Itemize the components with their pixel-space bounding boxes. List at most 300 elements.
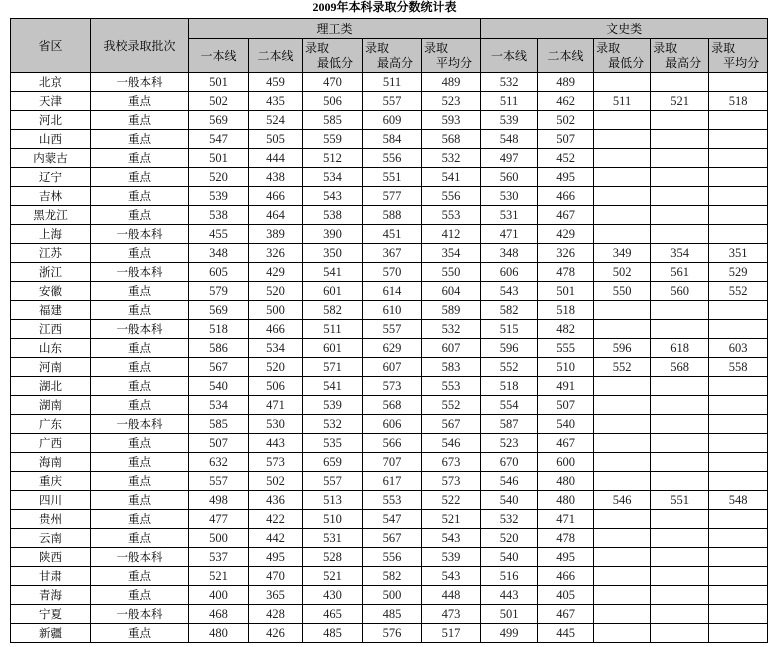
arts-tier1-line-cell: 552 bbox=[481, 358, 538, 377]
arts-tier1-line-cell: 546 bbox=[481, 472, 538, 491]
science-tier1-line-cell: 455 bbox=[189, 225, 249, 244]
arts-avg-score-cell bbox=[709, 548, 768, 567]
arts-max-score-cell: 560 bbox=[651, 282, 709, 301]
arts-tier1-line-cell: 540 bbox=[481, 491, 538, 510]
table-row bbox=[11, 187, 768, 206]
arts-tier2-line-cell: 495 bbox=[538, 168, 594, 187]
science-max-score-cell: 557 bbox=[363, 92, 422, 111]
science-tier1-line-cell: 632 bbox=[189, 453, 249, 472]
science-tier2-line-cell: 459 bbox=[249, 73, 303, 92]
arts-min-score-cell bbox=[594, 130, 651, 149]
arts-tier2-line-cell: 471 bbox=[538, 510, 594, 529]
arts-max-score-cell: 354 bbox=[651, 244, 709, 263]
batch-cell: 重点 bbox=[91, 92, 189, 111]
arts-avg-score-cell bbox=[709, 206, 768, 225]
science-min-score-cell: 510 bbox=[303, 510, 363, 529]
arts-max-score-cell bbox=[651, 548, 709, 567]
batch-cell: 重点 bbox=[91, 624, 189, 643]
science-max-score-cell: 606 bbox=[363, 415, 422, 434]
arts-max-score-cell bbox=[651, 396, 709, 415]
science-min-score-cell: 465 bbox=[303, 605, 363, 624]
arts-tier2-line-cell: 480 bbox=[538, 472, 594, 491]
arts-min-score-cell: 596 bbox=[594, 339, 651, 358]
arts-avg-score-cell bbox=[709, 187, 768, 206]
arts-tier2-line-cell: 510 bbox=[538, 358, 594, 377]
arts-max-score-cell bbox=[651, 225, 709, 244]
arts-min-score-cell bbox=[594, 529, 651, 548]
arts-tier2-line-cell: 478 bbox=[538, 529, 594, 548]
arts-max-score-cell bbox=[651, 434, 709, 453]
table-row bbox=[11, 586, 768, 605]
batch-cell: 重点 bbox=[91, 282, 189, 301]
arts-tier1-line-cell: 501 bbox=[481, 605, 538, 624]
science-tier1-line-cell: 569 bbox=[189, 301, 249, 320]
science-max-score-cell: 629 bbox=[363, 339, 422, 358]
arts-avg-score-cell bbox=[709, 453, 768, 472]
science-tier2-line-cell: 495 bbox=[249, 548, 303, 567]
arts-tier1-line-cell: 560 bbox=[481, 168, 538, 187]
arts-tier2-line-cell: 452 bbox=[538, 149, 594, 168]
header-arts-max-score: 录取 最高分 bbox=[651, 39, 709, 73]
science-min-score-cell: 571 bbox=[303, 358, 363, 377]
science-avg-score-cell: 523 bbox=[422, 92, 481, 111]
arts-tier1-line-cell: 471 bbox=[481, 225, 538, 244]
science-tier2-line-cell: 464 bbox=[249, 206, 303, 225]
table-row bbox=[11, 548, 768, 567]
arts-min-score-cell: 502 bbox=[594, 263, 651, 282]
header-science-max-score: 录取 最高分 bbox=[363, 39, 422, 73]
table-row bbox=[11, 92, 768, 111]
arts-min-score-cell bbox=[594, 396, 651, 415]
province-cell: 青海 bbox=[11, 586, 91, 605]
science-tier2-line-cell: 429 bbox=[249, 263, 303, 282]
batch-cell: 一般本科 bbox=[91, 415, 189, 434]
science-avg-score-cell: 543 bbox=[422, 529, 481, 548]
arts-avg-score-cell bbox=[709, 472, 768, 491]
science-min-score-cell: 601 bbox=[303, 339, 363, 358]
province-cell: 辽宁 bbox=[11, 168, 91, 187]
science-min-score-cell: 601 bbox=[303, 282, 363, 301]
science-min-score-cell: 513 bbox=[303, 491, 363, 510]
arts-max-score-cell: 561 bbox=[651, 263, 709, 282]
science-tier1-line-cell: 540 bbox=[189, 377, 249, 396]
arts-min-score-cell bbox=[594, 434, 651, 453]
science-tier2-line-cell: 444 bbox=[249, 149, 303, 168]
arts-tier1-line-cell: 499 bbox=[481, 624, 538, 643]
science-max-score-cell: 451 bbox=[363, 225, 422, 244]
arts-tier1-line-cell: 543 bbox=[481, 282, 538, 301]
province-cell: 广东 bbox=[11, 415, 91, 434]
science-max-score-cell: 584 bbox=[363, 130, 422, 149]
arts-max-score-cell bbox=[651, 586, 709, 605]
arts-tier2-line-cell: 555 bbox=[538, 339, 594, 358]
arts-tier2-line-cell: 502 bbox=[538, 111, 594, 130]
arts-tier1-line-cell: 532 bbox=[481, 73, 538, 92]
science-avg-score-cell: 583 bbox=[422, 358, 481, 377]
science-tier2-line-cell: 520 bbox=[249, 282, 303, 301]
province-cell: 江苏 bbox=[11, 244, 91, 263]
batch-cell: 重点 bbox=[91, 301, 189, 320]
table-row bbox=[11, 225, 768, 244]
arts-tier1-line-cell: 518 bbox=[481, 377, 538, 396]
science-tier2-line-cell: 365 bbox=[249, 586, 303, 605]
arts-max-score-cell bbox=[651, 130, 709, 149]
science-tier2-line-cell: 435 bbox=[249, 92, 303, 111]
batch-cell: 重点 bbox=[91, 567, 189, 586]
science-tier1-line-cell: 502 bbox=[189, 92, 249, 111]
science-tier2-line-cell: 422 bbox=[249, 510, 303, 529]
batch-cell: 重点 bbox=[91, 130, 189, 149]
science-avg-score-cell: 589 bbox=[422, 301, 481, 320]
arts-tier2-line-cell: 326 bbox=[538, 244, 594, 263]
science-tier1-line-cell: 400 bbox=[189, 586, 249, 605]
arts-avg-score-cell bbox=[709, 586, 768, 605]
science-min-score-cell: 470 bbox=[303, 73, 363, 92]
science-max-score-cell: 551 bbox=[363, 168, 422, 187]
arts-tier1-line-cell: 348 bbox=[481, 244, 538, 263]
header-arts-tier1-line: 一本线 bbox=[481, 39, 538, 73]
arts-min-score-cell bbox=[594, 377, 651, 396]
science-max-score-cell: 707 bbox=[363, 453, 422, 472]
header-arts-min-score: 录取 最低分 bbox=[594, 39, 651, 73]
science-min-score-cell: 534 bbox=[303, 168, 363, 187]
batch-cell: 重点 bbox=[91, 339, 189, 358]
science-avg-score-cell: 412 bbox=[422, 225, 481, 244]
arts-tier2-line-cell: 467 bbox=[538, 605, 594, 624]
science-avg-score-cell: 673 bbox=[422, 453, 481, 472]
science-tier2-line-cell: 500 bbox=[249, 301, 303, 320]
science-tier2-line-cell: 524 bbox=[249, 111, 303, 130]
arts-tier1-line-cell: 511 bbox=[481, 92, 538, 111]
science-tier1-line-cell: 538 bbox=[189, 206, 249, 225]
province-cell: 山东 bbox=[11, 339, 91, 358]
science-avg-score-cell: 354 bbox=[422, 244, 481, 263]
arts-tier2-line-cell: 467 bbox=[538, 434, 594, 453]
batch-cell: 一般本科 bbox=[91, 320, 189, 339]
header-science: 理工类 bbox=[189, 19, 481, 39]
arts-avg-score-cell bbox=[709, 624, 768, 643]
arts-tier2-line-cell: 491 bbox=[538, 377, 594, 396]
arts-min-score-cell bbox=[594, 472, 651, 491]
arts-min-score-cell: 546 bbox=[594, 491, 651, 510]
science-max-score-cell: 500 bbox=[363, 586, 422, 605]
arts-avg-score-cell: 603 bbox=[709, 339, 768, 358]
arts-tier1-line-cell: 554 bbox=[481, 396, 538, 415]
arts-max-score-cell bbox=[651, 510, 709, 529]
science-tier1-line-cell: 605 bbox=[189, 263, 249, 282]
province-cell: 宁夏 bbox=[11, 605, 91, 624]
science-tier1-line-cell: 547 bbox=[189, 130, 249, 149]
science-avg-score-cell: 448 bbox=[422, 586, 481, 605]
province-cell: 北京 bbox=[11, 73, 91, 92]
science-tier1-line-cell: 501 bbox=[189, 73, 249, 92]
batch-cell: 重点 bbox=[91, 358, 189, 377]
arts-avg-score-cell bbox=[709, 130, 768, 149]
batch-cell: 重点 bbox=[91, 434, 189, 453]
science-tier1-line-cell: 539 bbox=[189, 187, 249, 206]
batch-cell: 重点 bbox=[91, 453, 189, 472]
table-row bbox=[11, 434, 768, 453]
science-tier2-line-cell: 530 bbox=[249, 415, 303, 434]
arts-max-score-cell bbox=[651, 206, 709, 225]
arts-tier1-line-cell: 523 bbox=[481, 434, 538, 453]
arts-avg-score-cell bbox=[709, 377, 768, 396]
header-science-tier1-line: 一本线 bbox=[189, 39, 249, 73]
science-min-score-cell: 539 bbox=[303, 396, 363, 415]
arts-min-score-cell bbox=[594, 605, 651, 624]
table-row bbox=[11, 301, 768, 320]
arts-max-score-cell: 618 bbox=[651, 339, 709, 358]
batch-cell: 重点 bbox=[91, 377, 189, 396]
science-max-score-cell: 557 bbox=[363, 320, 422, 339]
arts-min-score-cell bbox=[594, 453, 651, 472]
header-science-tier2-line: 二本线 bbox=[249, 39, 303, 73]
arts-avg-score-cell bbox=[709, 529, 768, 548]
arts-tier1-line-cell: 531 bbox=[481, 206, 538, 225]
science-tier1-line-cell: 520 bbox=[189, 168, 249, 187]
science-min-score-cell: 521 bbox=[303, 567, 363, 586]
arts-tier1-line-cell: 582 bbox=[481, 301, 538, 320]
science-tier1-line-cell: 585 bbox=[189, 415, 249, 434]
science-min-score-cell: 559 bbox=[303, 130, 363, 149]
science-avg-score-cell: 532 bbox=[422, 149, 481, 168]
table-title: 2009年本科录取分数统计表 bbox=[312, 0, 457, 14]
science-min-score-cell: 512 bbox=[303, 149, 363, 168]
science-avg-score-cell: 550 bbox=[422, 263, 481, 282]
science-tier2-line-cell: 466 bbox=[249, 320, 303, 339]
table-row bbox=[11, 320, 768, 339]
science-avg-score-cell: 539 bbox=[422, 548, 481, 567]
province-cell: 山西 bbox=[11, 130, 91, 149]
arts-tier2-line-cell: 507 bbox=[538, 130, 594, 149]
science-max-score-cell: 485 bbox=[363, 605, 422, 624]
science-tier2-line-cell: 436 bbox=[249, 491, 303, 510]
province-cell: 贵州 bbox=[11, 510, 91, 529]
arts-tier2-line-cell: 482 bbox=[538, 320, 594, 339]
science-tier1-line-cell: 500 bbox=[189, 529, 249, 548]
arts-avg-score-cell bbox=[709, 301, 768, 320]
batch-cell: 重点 bbox=[91, 472, 189, 491]
arts-tier2-line-cell: 405 bbox=[538, 586, 594, 605]
science-tier2-line-cell: 534 bbox=[249, 339, 303, 358]
science-avg-score-cell: 543 bbox=[422, 567, 481, 586]
arts-tier2-line-cell: 466 bbox=[538, 567, 594, 586]
science-max-score-cell: 610 bbox=[363, 301, 422, 320]
science-min-score-cell: 659 bbox=[303, 453, 363, 472]
arts-max-score-cell bbox=[651, 149, 709, 168]
science-max-score-cell: 617 bbox=[363, 472, 422, 491]
province-cell: 广西 bbox=[11, 434, 91, 453]
science-max-score-cell: 556 bbox=[363, 548, 422, 567]
arts-max-score-cell bbox=[651, 529, 709, 548]
science-avg-score-cell: 517 bbox=[422, 624, 481, 643]
arts-min-score-cell bbox=[594, 225, 651, 244]
arts-min-score-cell bbox=[594, 624, 651, 643]
science-avg-score-cell: 473 bbox=[422, 605, 481, 624]
arts-min-score-cell bbox=[594, 149, 651, 168]
table-row bbox=[11, 130, 768, 149]
admission-scores-table bbox=[10, 18, 768, 643]
science-min-score-cell: 541 bbox=[303, 377, 363, 396]
science-tier2-line-cell: 520 bbox=[249, 358, 303, 377]
batch-cell: 重点 bbox=[91, 206, 189, 225]
arts-avg-score-cell bbox=[709, 320, 768, 339]
province-cell: 四川 bbox=[11, 491, 91, 510]
science-avg-score-cell: 593 bbox=[422, 111, 481, 130]
science-min-score-cell: 528 bbox=[303, 548, 363, 567]
header-province: 省区 bbox=[11, 19, 91, 73]
science-tier2-line-cell: 573 bbox=[249, 453, 303, 472]
arts-max-score-cell bbox=[651, 111, 709, 130]
arts-tier1-line-cell: 497 bbox=[481, 149, 538, 168]
science-max-score-cell: 566 bbox=[363, 434, 422, 453]
science-min-score-cell: 430 bbox=[303, 586, 363, 605]
province-cell: 湖北 bbox=[11, 377, 91, 396]
province-cell: 河南 bbox=[11, 358, 91, 377]
science-max-score-cell: 614 bbox=[363, 282, 422, 301]
arts-tier2-line-cell: 507 bbox=[538, 396, 594, 415]
table-row bbox=[11, 624, 768, 643]
table-row bbox=[11, 605, 768, 624]
arts-tier2-line-cell: 600 bbox=[538, 453, 594, 472]
batch-cell: 重点 bbox=[91, 396, 189, 415]
table-row bbox=[11, 415, 768, 434]
arts-max-score-cell bbox=[651, 472, 709, 491]
arts-avg-score-cell: 558 bbox=[709, 358, 768, 377]
science-max-score-cell: 573 bbox=[363, 377, 422, 396]
province-cell: 黑龙江 bbox=[11, 206, 91, 225]
table-row bbox=[11, 358, 768, 377]
province-cell: 湖南 bbox=[11, 396, 91, 415]
table-row bbox=[11, 149, 768, 168]
batch-cell: 重点 bbox=[91, 510, 189, 529]
science-tier1-line-cell: 518 bbox=[189, 320, 249, 339]
science-tier2-line-cell: 442 bbox=[249, 529, 303, 548]
table-row bbox=[11, 168, 768, 187]
science-avg-score-cell: 489 bbox=[422, 73, 481, 92]
arts-tier1-line-cell: 539 bbox=[481, 111, 538, 130]
arts-avg-score-cell bbox=[709, 510, 768, 529]
science-min-score-cell: 541 bbox=[303, 263, 363, 282]
science-max-score-cell: 576 bbox=[363, 624, 422, 643]
arts-avg-score-cell bbox=[709, 434, 768, 453]
province-cell: 福建 bbox=[11, 301, 91, 320]
table-row bbox=[11, 529, 768, 548]
science-avg-score-cell: 546 bbox=[422, 434, 481, 453]
arts-tier1-line-cell: 670 bbox=[481, 453, 538, 472]
arts-tier2-line-cell: 445 bbox=[538, 624, 594, 643]
batch-cell: 一般本科 bbox=[91, 605, 189, 624]
science-tier1-line-cell: 348 bbox=[189, 244, 249, 263]
arts-min-score-cell bbox=[594, 301, 651, 320]
batch-cell: 一般本科 bbox=[91, 548, 189, 567]
science-avg-score-cell: 521 bbox=[422, 510, 481, 529]
science-avg-score-cell: 568 bbox=[422, 130, 481, 149]
science-min-score-cell: 538 bbox=[303, 206, 363, 225]
header-batch: 我校录取批次 bbox=[91, 19, 189, 73]
arts-min-score-cell bbox=[594, 415, 651, 434]
science-tier1-line-cell: 501 bbox=[189, 149, 249, 168]
arts-max-score-cell bbox=[651, 453, 709, 472]
arts-tier1-line-cell: 540 bbox=[481, 548, 538, 567]
arts-max-score-cell: 551 bbox=[651, 491, 709, 510]
table-row bbox=[11, 73, 768, 92]
science-max-score-cell: 577 bbox=[363, 187, 422, 206]
table-row bbox=[11, 111, 768, 130]
arts-max-score-cell: 521 bbox=[651, 92, 709, 111]
header-arts-tier2-line: 二本线 bbox=[538, 39, 594, 73]
science-avg-score-cell: 573 bbox=[422, 472, 481, 491]
arts-avg-score-cell bbox=[709, 168, 768, 187]
science-tier1-line-cell: 521 bbox=[189, 567, 249, 586]
arts-min-score-cell bbox=[594, 206, 651, 225]
science-tier2-line-cell: 389 bbox=[249, 225, 303, 244]
batch-cell: 重点 bbox=[91, 244, 189, 263]
province-cell: 陕西 bbox=[11, 548, 91, 567]
science-avg-score-cell: 604 bbox=[422, 282, 481, 301]
table-row bbox=[11, 377, 768, 396]
table-row bbox=[11, 567, 768, 586]
science-max-score-cell: 367 bbox=[363, 244, 422, 263]
arts-avg-score-cell bbox=[709, 225, 768, 244]
science-max-score-cell: 582 bbox=[363, 567, 422, 586]
science-tier2-line-cell: 502 bbox=[249, 472, 303, 491]
table-row bbox=[11, 491, 768, 510]
arts-min-score-cell bbox=[594, 111, 651, 130]
province-cell: 海南 bbox=[11, 453, 91, 472]
arts-tier2-line-cell: 462 bbox=[538, 92, 594, 111]
arts-avg-score-cell bbox=[709, 605, 768, 624]
arts-min-score-cell: 552 bbox=[594, 358, 651, 377]
batch-cell: 一般本科 bbox=[91, 225, 189, 244]
table-row bbox=[11, 453, 768, 472]
science-min-score-cell: 511 bbox=[303, 320, 363, 339]
header-arts-avg-score: 录取 平均分 bbox=[709, 39, 768, 73]
province-cell: 天津 bbox=[11, 92, 91, 111]
province-cell: 新疆 bbox=[11, 624, 91, 643]
province-cell: 内蒙古 bbox=[11, 149, 91, 168]
science-min-score-cell: 390 bbox=[303, 225, 363, 244]
arts-avg-score-cell: 518 bbox=[709, 92, 768, 111]
arts-min-score-cell: 550 bbox=[594, 282, 651, 301]
science-tier2-line-cell: 438 bbox=[249, 168, 303, 187]
science-max-score-cell: 547 bbox=[363, 510, 422, 529]
arts-min-score-cell bbox=[594, 567, 651, 586]
science-avg-score-cell: 552 bbox=[422, 396, 481, 415]
arts-avg-score-cell bbox=[709, 73, 768, 92]
science-tier1-line-cell: 468 bbox=[189, 605, 249, 624]
arts-tier2-line-cell: 501 bbox=[538, 282, 594, 301]
science-tier1-line-cell: 579 bbox=[189, 282, 249, 301]
province-cell: 安徽 bbox=[11, 282, 91, 301]
arts-max-score-cell bbox=[651, 415, 709, 434]
arts-min-score-cell bbox=[594, 187, 651, 206]
arts-tier1-line-cell: 530 bbox=[481, 187, 538, 206]
science-tier2-line-cell: 470 bbox=[249, 567, 303, 586]
science-tier2-line-cell: 505 bbox=[249, 130, 303, 149]
arts-tier1-line-cell: 548 bbox=[481, 130, 538, 149]
arts-max-score-cell bbox=[651, 605, 709, 624]
science-min-score-cell: 532 bbox=[303, 415, 363, 434]
science-tier2-line-cell: 443 bbox=[249, 434, 303, 453]
arts-tier1-line-cell: 520 bbox=[481, 529, 538, 548]
arts-avg-score-cell: 552 bbox=[709, 282, 768, 301]
arts-tier1-line-cell: 532 bbox=[481, 510, 538, 529]
table-row bbox=[11, 510, 768, 529]
science-avg-score-cell: 607 bbox=[422, 339, 481, 358]
arts-max-score-cell bbox=[651, 624, 709, 643]
arts-avg-score-cell bbox=[709, 111, 768, 130]
